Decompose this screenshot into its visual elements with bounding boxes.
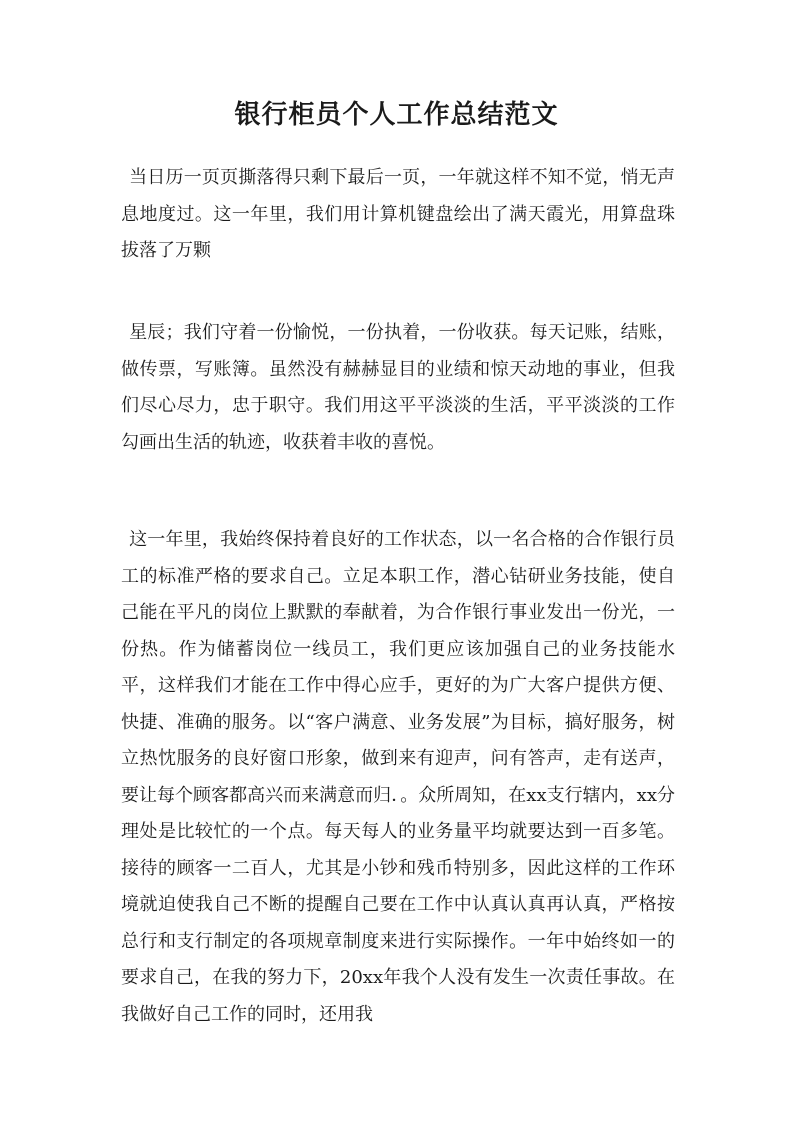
paragraph-1: 当日历一页页撕落得只剩下最后一页，一年就这样不知不觉，悄无声息地度过。这一年里，我们用计算机键盘绘出了满天霞光，用算盘珠拔落了万颗 bbox=[121, 167, 675, 261]
paragraph-3: 这一年里，我始终保持着良好的工作状态，以一名合格的合作银行员工的标准严格的要求自己。立足本职工作，潜心钻研业务技能，使自己能在平凡的岗位上默默的奉献着，为合作银行事业发出一份光，一份热。作为储蓄岗位一线员工，我们更应该加强自己的业务技能水平，这样我们才能在工作中得心应手，更好的为广大客户提供方便、快捷、准确的服务。以“客户满意、业务发展”为目标，搞好服务，树立热忱服务的良好窗口形象，做到来有迎声，问有答声，走有送声，要让每个顾客都高兴而来满意而归．。众所周知，在xx支行辖内，xx分理处是比较忙的一个点。每天每人的业务量平均就要达到一百多笔。接待的顾客一二百人，尤其是小钞和残币特别多，因此这样的工作环境就迫使我自己不断的提醒自己要在工作中认真认真再认真，严格按总行和支行制定的各项规章制度来进行实际操作。一年中始终如一的要求自己，在我的努力下，20xx年我个人没有发生一次责任事故。在我做好自己工作的同时，还用我 bbox=[121, 529, 675, 1025]
document-title: 银行柜员个人工作总结范文 bbox=[234, 100, 559, 130]
paragraph-2: 星辰；我们守着一份愉悦，一份执着，一份收获。每天记账，结账，做传票，写账簿。虽然没有赫赫显目的业绩和惊天动地的事业，但我们尽心尽力，忠于职守。我们用这平平淡淡的生活，平平淡淡的工作勾画出生活的轨迹，收获着丰收的喜悦。 bbox=[121, 322, 675, 453]
